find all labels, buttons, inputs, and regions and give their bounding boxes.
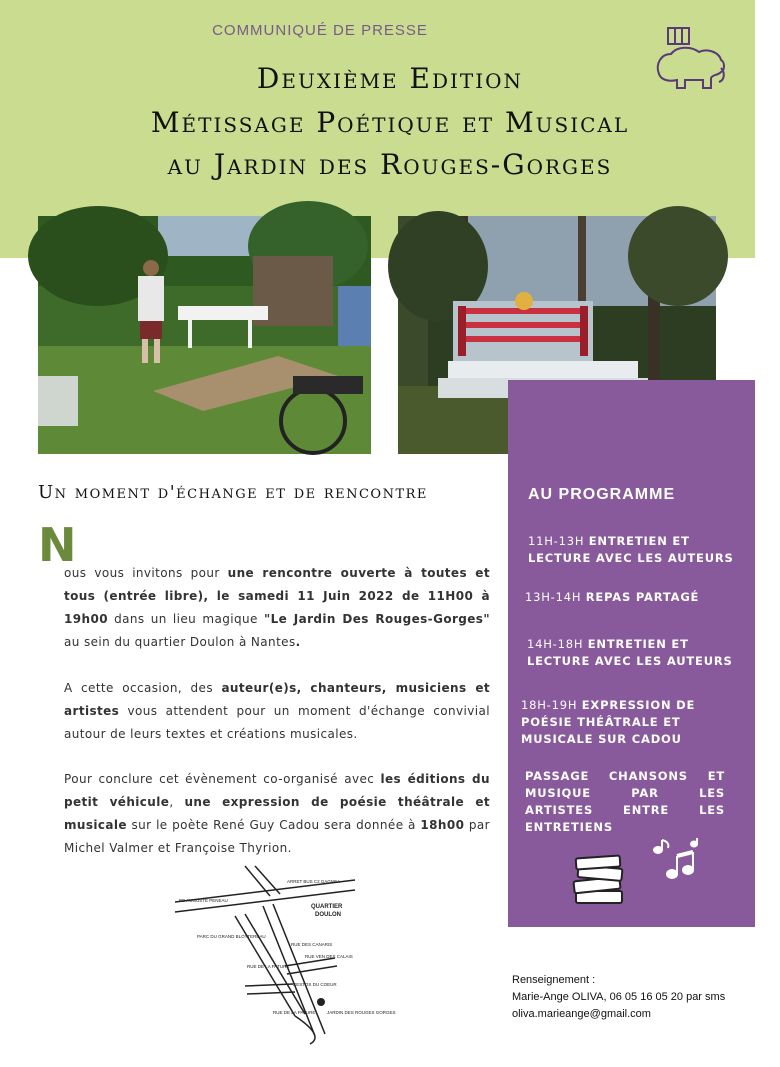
program-item: [525, 589, 737, 606]
publisher-logo: [651, 26, 729, 96]
contact-name-phone: Marie-Ange OLIVA, 06 05 16 05 20 par sms: [512, 991, 726, 1003]
contact-label: Renseignement :: [512, 974, 596, 986]
garden-photo: [38, 216, 371, 454]
map-label: ARRET BUS C2 GAGNEA: [287, 879, 341, 884]
title-line-1: Deuxième Edition: [256, 62, 524, 95]
program-label: REPAS PARTAGÉ: [585, 590, 700, 604]
contact-block: [512, 972, 725, 1023]
program-label: EXPRESSION DE POÉSIE THÉÂTRALE ET MUSICALE SUR CADOU: [521, 698, 696, 746]
location-map: [175, 866, 396, 1044]
program-title: AU PROGRAMME: [528, 486, 676, 503]
program-item: [527, 636, 737, 670]
map-label: BD AUGUSTE PENEAU: [179, 898, 228, 903]
paragraph-invitation: ous vous invitons pour une rencontre ouverte à toutes et tous (entrée libre), le samedi 11 Juin 2022 de 11H00 à 19h00 dans un lieu magique "Le Jardin Des Rouges-Gorges" au sein du quartier Doulon à Nantes.: [64, 566, 491, 649]
program-time: 18H-19H: [521, 698, 578, 712]
program-time: 13H-14H: [525, 590, 582, 604]
program-label: PASSAGE CHANSONS ET MUSIQUE PAR LES ARTISTES ENTRE LES ENTRETIENS: [525, 769, 725, 834]
program-item: [528, 533, 738, 567]
program-time: 11H-13H: [528, 534, 585, 548]
program-label: ENTRETIEN ET LECTURE AVEC LES AUTEURS: [527, 637, 733, 668]
books-icon: [570, 855, 630, 911]
title-line-3: au Jardin des Rouges-Gorges: [167, 148, 613, 181]
music-notes-icon: [650, 838, 702, 880]
title-line-2: Métissage Poétique et Musical: [150, 106, 630, 139]
contact-email[interactable]: oliva.marieange@gmail.com: [512, 1008, 651, 1020]
program-item: [525, 768, 725, 836]
drop-cap: N: [38, 518, 77, 572]
map-label: RUE DE LA PATURE: [247, 964, 290, 969]
paragraph-conclusion: Pour conclure cet évènement co-organisé avec les éditions du petit véhicule, une expression de poésie théâtrale et musicale sur le poète René Guy Cadou sera donnée à 18h00 par Michel Valmer et Françoise Thyrion.: [64, 772, 490, 855]
map-label: RUE DES CANARIS: [291, 942, 333, 947]
paragraph-occasion: A cette occasion, des auteur(e)s, chanteurs, musiciens et artistes vous attendent pour un moment d'échange convivial autour de leurs textes et créations musicales.: [64, 681, 490, 741]
map-label: JARDIN DES ROUGES GORGES: [327, 1010, 396, 1015]
map-label: QUARTIER: [311, 904, 343, 910]
map-label: RESTOS DU COEUR: [293, 982, 337, 987]
program-time: 14H-18H: [527, 637, 584, 651]
map-label: RUE VEN DES CALAIS: [305, 954, 353, 959]
program-item: [521, 697, 737, 748]
map-label: RUE DE LA PATURE: [273, 1010, 316, 1015]
press-label: COMMUNIQUÉ DE PRESSE: [212, 22, 428, 39]
program-label: ENTRETIEN ET LECTURE AVEC LES AUTEURS: [528, 534, 734, 565]
map-label: PARC DU GRAND BLOTTEREAU: [197, 934, 266, 939]
map-label: DOULON: [315, 912, 341, 918]
section-title: Un moment d'échange et de rencontre: [38, 482, 428, 503]
